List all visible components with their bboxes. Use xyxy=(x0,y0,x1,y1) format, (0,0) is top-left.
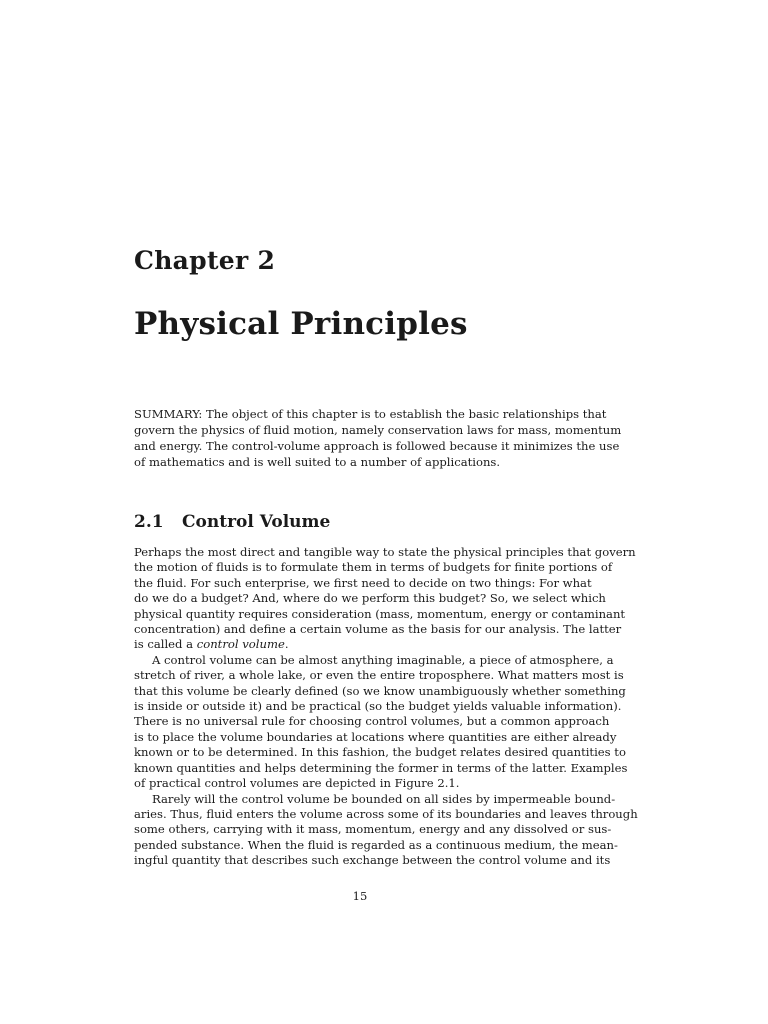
text-line: some others, carrying with it mass, momentum, energy and any dissolved or sus- xyxy=(134,822,612,837)
paragraph xyxy=(134,791,638,869)
text-line: There is no universal rule for choosing control volumes, but a common approach xyxy=(134,714,610,729)
text-line: aries. Thus, fluid enters the volume across some of its boundaries and leaves through xyxy=(134,806,638,821)
chapter-summary xyxy=(134,406,622,470)
text-line xyxy=(134,637,586,652)
chapter-label: Chapter 2 xyxy=(134,246,276,275)
body-text xyxy=(134,545,638,869)
chapter-title: Physical Principles xyxy=(134,306,468,342)
summary-line: of mathematics and is well suited to a number of applications. xyxy=(134,455,501,469)
text-line: do we do a budget? And, where do we perform this budget? So, we select which xyxy=(134,591,606,606)
text-line: pended substance. When the fluid is regarded as a continuous medium, the mean- xyxy=(134,837,618,852)
text-fragment: . xyxy=(284,637,289,652)
section-number: 2.1 xyxy=(134,512,164,532)
text-line: known quantities and helps determining the former in terms of the latter. Examples xyxy=(134,760,628,775)
paragraph xyxy=(134,652,628,792)
page-number: 15 xyxy=(352,889,368,903)
text-line: the fluid. For such enterprise, we first need to decide on two things: For what xyxy=(134,575,592,590)
text-line: is to place the volume boundaries at locations where quantities are either already xyxy=(134,729,617,744)
text-line: stretch of river, a whole lake, or even the entire troposphere. What matters most is xyxy=(134,668,624,683)
emphasized-term: control volume xyxy=(196,637,285,652)
text-fragment: is called a xyxy=(134,637,197,652)
text-line: Perhaps the most direct and tangible way to state the physical principles that govern xyxy=(134,545,636,559)
text-line: known or to be determined. In this fashion, the budget relates desired quantities to xyxy=(134,745,626,760)
text-line: physical quantity requires consideration (mass, momentum, energy or contaminant xyxy=(134,606,626,621)
summary-line: govern the physics of fluid motion, namely conservation laws for mass, momentum xyxy=(134,423,622,437)
text-line: the motion of fluids is to formulate them in terms of budgets for finite portions of xyxy=(134,560,613,575)
text-line xyxy=(134,652,614,668)
text-line: concentration) and define a certain volume as the basis for our analysis. The latter xyxy=(134,622,622,637)
text-line: ingful quantity that describes such exchange between the control volume and its xyxy=(134,853,611,868)
summary-line: and energy. The control-volume approach is followed because it minimizes the use xyxy=(134,439,620,453)
paragraph xyxy=(134,545,636,653)
text-line: of practical control volumes are depicted in Figure 2.1. xyxy=(134,776,460,791)
section-title: Control Volume xyxy=(182,512,331,532)
text-fragment: Rarely will the control volume be bounded on all sides by impermeable bound- xyxy=(152,791,616,806)
text-fragment: A control volume can be almost anything imaginable, a piece of atmosphere, a xyxy=(152,652,614,667)
section-heading xyxy=(134,512,330,532)
text-line: that this volume be clearly defined (so we know unambiguously whether something xyxy=(134,683,626,698)
text-line xyxy=(134,791,616,807)
text-line: is inside or outside it) and be practical (so the budget yields valuable information). xyxy=(134,699,622,714)
summary-line: SUMMARY: The object of this chapter is to establish the basic relationships that xyxy=(134,407,607,421)
